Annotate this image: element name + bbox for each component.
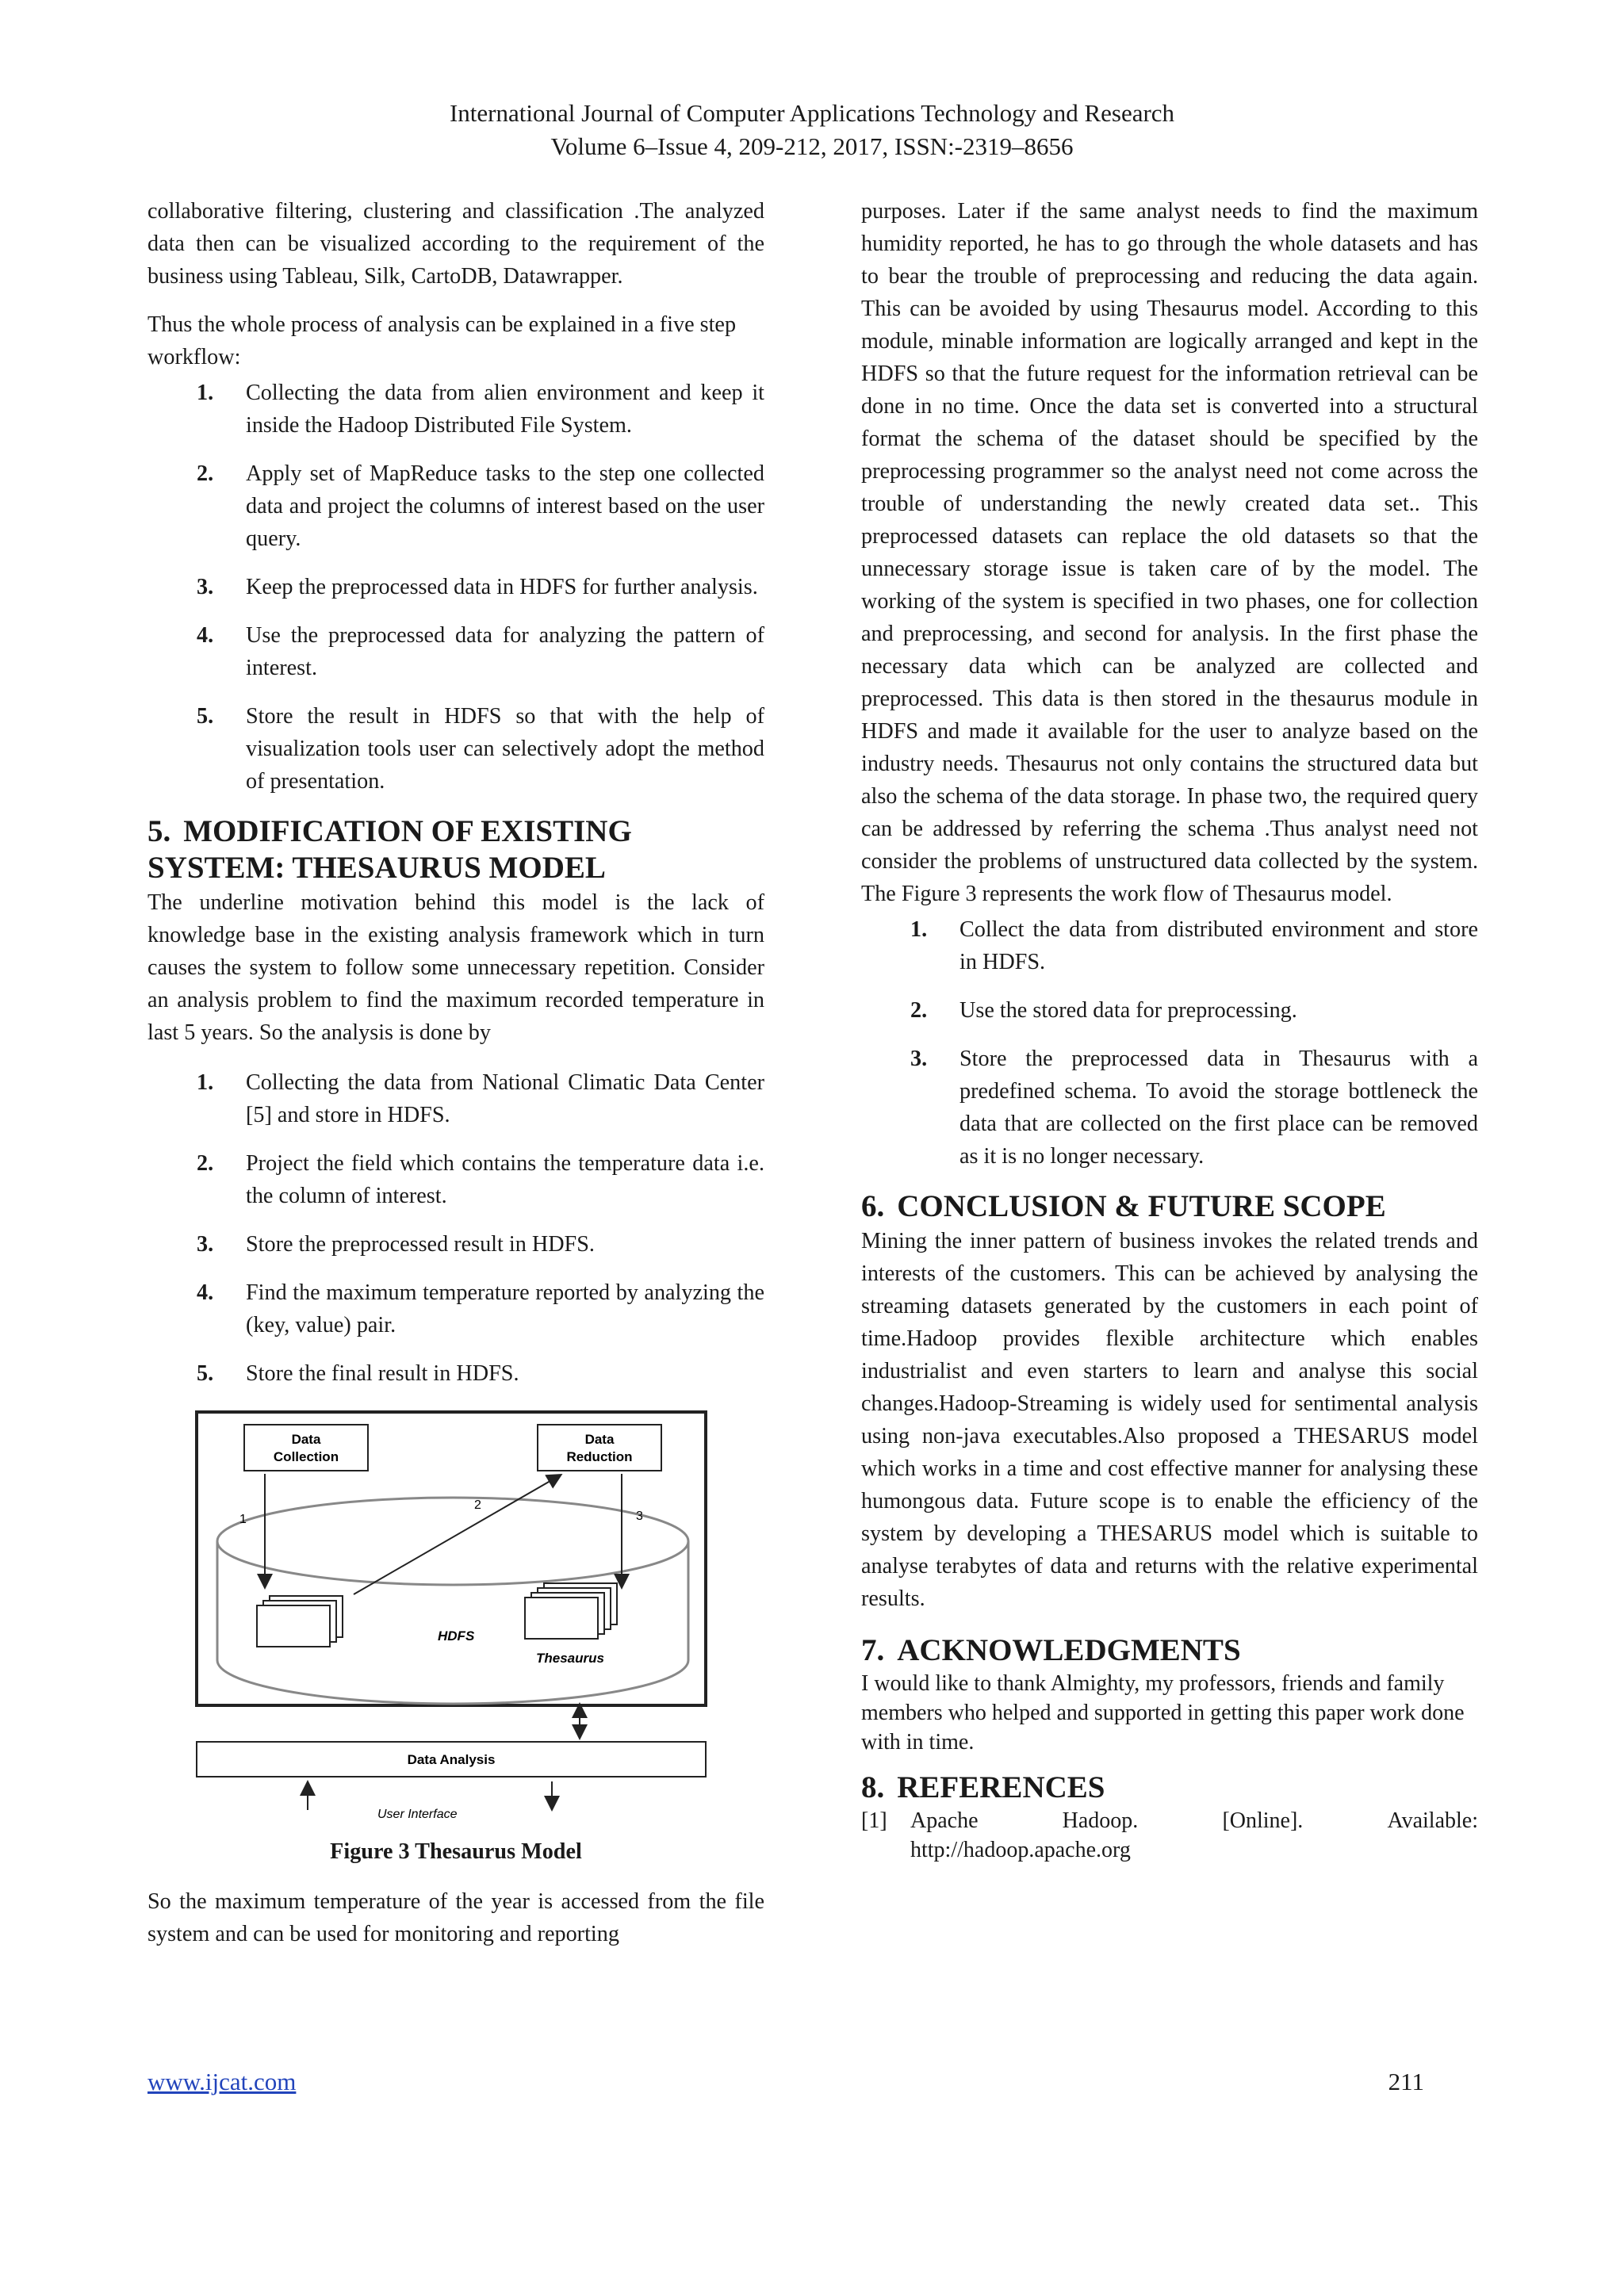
section-number: 5. (147, 814, 171, 848)
list-number: 4. (197, 1280, 214, 1305)
user-interface-label: User Interface (377, 1808, 458, 1821)
reference-item (861, 1806, 1478, 1865)
section-title: CONCLUSION & FUTURE SCOPE (897, 1189, 1386, 1223)
list-number: 3. (197, 575, 214, 599)
analysis-list (147, 1066, 764, 1390)
list-text: Keep the preprocessed data in HDFS for further analysis. (246, 575, 758, 599)
list-text: Collect the data from distributed environment and store in HDFS. (959, 917, 1478, 974)
journal-volume: Volume 6–Issue 4, 209-212, 2017, ISSN:-2319–8656 (550, 132, 1074, 160)
data-reduction-label-1: Data (584, 1432, 615, 1447)
reference-url[interactable]: http://hadoop.apache.org (910, 1838, 1131, 1862)
arrow-2 (354, 1475, 560, 1594)
thesaurus-model-figure (147, 1410, 764, 1823)
list-number: 1. (197, 381, 214, 405)
workflow-list (147, 377, 764, 798)
list-item (147, 1228, 764, 1261)
list-number: 1. (197, 1070, 214, 1095)
list-item (147, 457, 764, 555)
list-item (147, 1357, 764, 1390)
paragraph: So the maximum temperature of the year is accessed from the file system and can be used for monitoring and reporting (147, 1889, 764, 1946)
hdfs-document-stack (257, 1596, 343, 1647)
thesaurus-steps-list (861, 913, 1478, 1173)
reference-word: [Online]. (1222, 1808, 1304, 1833)
list-number: 2. (910, 998, 928, 1023)
figure-caption: Figure 3 Thesaurus Model (330, 1839, 582, 1864)
section-number: 8. (861, 1770, 885, 1804)
hdfs-label: HDFS (438, 1628, 475, 1644)
list-text: Project the field which contains the temperature data i.e. the column of interest. (246, 1151, 764, 1208)
list-number: 3. (197, 1232, 214, 1257)
arrow-1-label: 1 (239, 1513, 247, 1526)
data-analysis-label: Data Analysis (407, 1752, 496, 1767)
section-number: 6. (861, 1189, 885, 1223)
arrow-3-label: 3 (636, 1510, 643, 1523)
list-text: Store the final result in HDFS. (246, 1361, 519, 1386)
right-column (861, 195, 1478, 1865)
paragraph: collaborative filtering, clustering and classification .The analyzed data then can be visualized according to the requirement of the business using Tableau, Silk, CartoDB, Datawrapper. (147, 199, 764, 289)
reference-word: Apache (910, 1808, 979, 1833)
data-collection-label-2: Collection (273, 1449, 339, 1464)
data-collection-label-1: Data (291, 1432, 321, 1447)
list-number: 2. (197, 461, 214, 486)
list-text: Collecting the data from National Climatic Data Center [5] and store in HDFS. (246, 1070, 764, 1127)
list-item (861, 1043, 1478, 1173)
list-text: Store the result in HDFS so that with the help of visualization tools user can selectively adopt the method of presentation. (246, 704, 764, 794)
section-number: 7. (861, 1633, 885, 1667)
list-text: Use the stored data for preprocessing. (959, 998, 1297, 1023)
list-number: 5. (197, 1361, 214, 1386)
journal-link[interactable]: www.ijcat.com (147, 2068, 297, 2095)
list-item (861, 913, 1478, 978)
list-item (147, 1066, 764, 1131)
paragraph: The underline motivation behind this model is the lack of knowledge base in the existing analysis framework which in turn causes the system to follow some unnecessary repetition. Consider an analysis problem to find the maximum recorded temperature in last 5 years. So the analysis is done by (147, 890, 764, 1045)
arrow-2-label: 2 (474, 1498, 481, 1512)
list-item (147, 377, 764, 442)
list-number: 5. (197, 704, 214, 729)
thesaurus-diagram (195, 1410, 718, 1823)
left-column (147, 195, 764, 1965)
section-title: MODIFICATION OF EXISTING SYSTEM: THESAURUS MODEL (147, 814, 632, 885)
list-item (147, 1147, 764, 1212)
reference-number: [1] (861, 1808, 887, 1833)
list-text: Store the preprocessed result in HDFS. (246, 1232, 595, 1257)
paragraph: I would like to thank Almighty, my professors, friends and family members who helped and supported in getting this paper work done with in time. (861, 1671, 1465, 1755)
list-item (147, 571, 764, 603)
journal-title: International Journal of Computer Applications Technology and Research (449, 99, 1175, 127)
list-item (147, 1276, 764, 1341)
list-text: Store the preprocessed data in Thesaurus with a predefined schema. To avoid the storage bottleneck the data that are collected on the first place can be removed as it is no longer necessary. (959, 1047, 1478, 1169)
paragraph: purposes. Later if the same analyst needs to find the maximum humidity reported, he has to go through the whole datasets and has to bear the trouble of preprocessing and reducing the data again. This can be avoided by using Thesaurus model. According to this module, minable information are logically arranged and kept in the HDFS so that the future request for the information retrieval can be done in no time. Once the data set is converted into a structural format the schema of the dataset should be specified by the preprocessing programmer so the analyst need not come across the trouble of understanding the newly created data set.. This preprocessed datasets can replace the old datasets so that the unnecessary storage issue is taken care of by the model. The working of the system is specified in two phases, one for collection and preprocessing, and second for analysis. In the first phase the necessary data which can be analyzed are collected and preprocessed. This data is then stored in the thesaurus module in HDFS and made it available for the user to analyze based on the industry needs. Thesaurus not only contains the structured data but also the schema of the data storage. In phase two, the required query can be addressed by referring the schema .Thus analyst need not consider the problems of unstructured data collected by the system. The Figure 3 represents the work flow of Thesaurus model. (861, 199, 1478, 906)
section-heading (861, 1770, 1478, 1806)
list-text: Collecting the data from alien environment and keep it inside the Hadoop Distributed File System. (246, 381, 764, 438)
reference-word: Hadoop. (1062, 1808, 1139, 1833)
list-number: 3. (910, 1047, 928, 1071)
data-reduction-label-2: Reduction (566, 1449, 633, 1464)
page-number: 211 (1388, 2068, 1424, 2095)
list-text: Apply set of MapReduce tasks to the step one collected data and project the columns of interest based on the user query. (246, 461, 764, 551)
list-number: 1. (910, 917, 928, 942)
journal-header (0, 97, 1624, 163)
list-number: 2. (197, 1151, 214, 1176)
list-number: 4. (197, 623, 214, 648)
list-item (147, 700, 764, 798)
paragraph: Thus the whole process of analysis can be explained in a five step workflow: (147, 312, 737, 369)
reference-text-line (910, 1806, 1478, 1835)
reference-word: Available: (1387, 1808, 1478, 1833)
section-heading (861, 1632, 1478, 1669)
section-title: REFERENCES (897, 1770, 1105, 1804)
paragraph: Mining the inner pattern of business invokes the related trends and interests of the customers. This can be achieved by analysing the streaming datasets generated by the customers in each point of time.Hadoop provides flexible architecture which enables industrialist and even starters to learn and analyse this social changes.Hadoop-Streaming is widely used for sentimental analysis using non-java executables.Also proposed a THESARUS model which works in a time and cost effective manner for analysing these humongous data. Future scope is to enable the efficiency of the system by developing a THESARUS model which is suitable to analyse terabytes of data and returns with the relative experimental results. (861, 1229, 1478, 1611)
list-text: Find the maximum temperature reported by analyzing the (key, value) pair. (246, 1280, 764, 1337)
list-item (147, 619, 764, 684)
thesaurus-label: Thesaurus (536, 1651, 604, 1666)
section-heading (861, 1188, 1478, 1225)
list-text: Use the preprocessed data for analyzing the pattern of interest. (246, 623, 764, 680)
hdfs-cylinder-top (217, 1498, 688, 1585)
section-heading (147, 813, 764, 886)
section-title: ACKNOWLEDGMENTS (897, 1633, 1241, 1667)
list-item (861, 994, 1478, 1027)
thesaurus-document-stack (525, 1583, 617, 1639)
